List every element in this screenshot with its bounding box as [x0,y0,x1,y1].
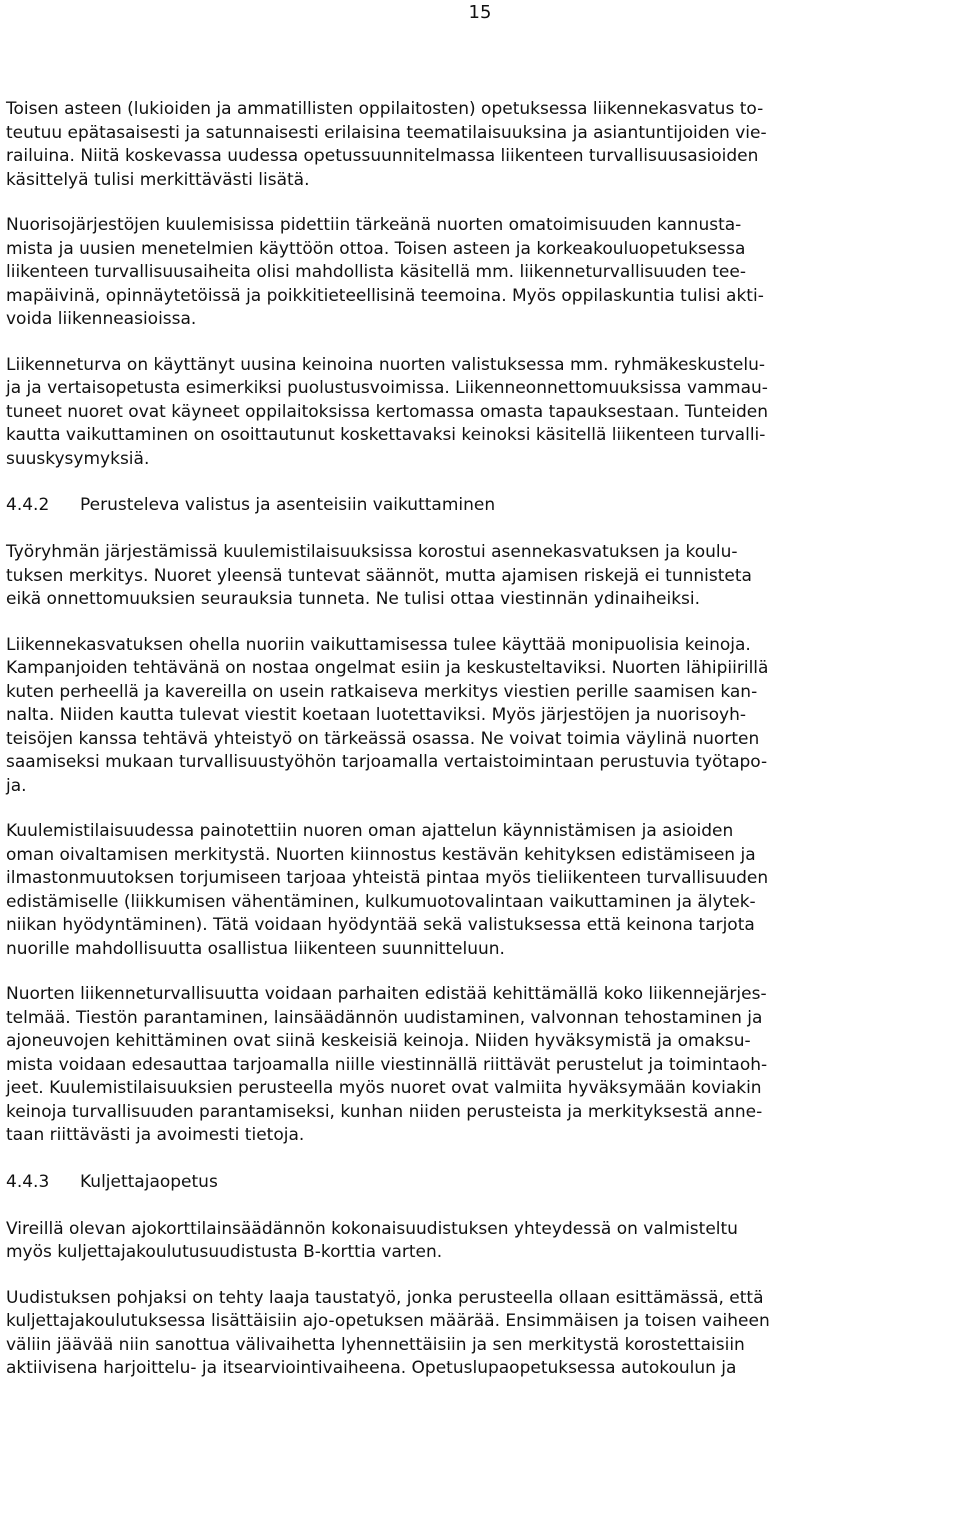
text-line: kautta vaikuttaminen on osoittautunut koskettavaksi keinoksi käsitellä liikenteen turvalli- [6,425,766,445]
text-line: nuorille mahdollisuutta osallistua liikenteen suunnitteluun. [6,938,505,959]
paragraph [6,98,950,192]
section-title: Kuljettajaopetus [80,1171,218,1192]
page-number: 15 [468,2,492,23]
text-line: keinoja turvallisuuden parantamiseksi, kunhan niiden perusteista ja merkityksestä anne- [6,1101,763,1122]
text-line: tuneet nuoret ovat käyneet oppilaitoksissa kertomassa omasta tapauksestaan. Tunteiden [6,401,769,422]
text-line: edistämiselle (liikkumisen vähentäminen, kulkumuotovalintaan vaikuttaminen ja älytek- [6,891,756,912]
text-line: mista ja uusien menetelmien käyttöön ottoa. Toisen asteen ja korkeakouluopetuksessa [6,238,746,259]
text-line: ilmastonmuutoksen torjumiseen tarjoaa yhteistä pintaa myös tieliikenteen turvallisuuden [6,868,769,888]
paragraph [6,214,950,332]
text-line: kuten perheellä ja kavereilla on usein ratkaiseva merkitys viestien perille saamisen kan- [6,681,758,702]
section-number: 4.4.2 [6,495,50,515]
document-body [6,98,950,1403]
text-line: Kampanjoiden tehtävänä on nostaa ongelmat esiin ja keskusteltaviksi. Nuorten lähipiirillä [6,658,769,678]
text-line: taan riittävästi ja avoimesti tietoja. [6,1125,305,1145]
text-line: tuksen merkitys. Nuoret yleensä tuntevat säännöt, mutta ajamisen riskejä ei tunnisteta [6,565,752,586]
text-line: oman oivaltamisen merkitystä. Nuorten kiinnostus kestävän kehityksen edistämiseen ja [6,844,756,865]
text-line: ja ja vertaisopetusta esimerkiksi puolustusvoimissa. Liikenneonnettomuuksissa vammau- [6,378,768,398]
text-line: Kuulemistilaisuudessa painotettiin nuoren oman ajattelun käynnistämisen ja asioiden [6,821,734,841]
paragraph [6,1218,950,1265]
text-line: Uudistuksen pohjaksi on tehty laaja taustatyö, jonka perusteella ollaan esittämässä, että [6,1287,764,1308]
text-line: voida liikenneasioissa. [6,309,197,329]
text-line: teutuu epätasaisesti ja satunnaisesti erilaisina teematilaisuuksina ja asiantuntijoiden vie- [6,122,767,143]
text-line: mista voidaan edesauttaa tarjoamalla niille viestinnällä riittävät perustelut ja toimintaoh- [6,1054,768,1075]
text-line: telmää. Tiestön parantaminen, lainsäädännön uudistaminen, valvonnan tehostaminen ja [6,1007,763,1028]
text-line: kuljettajakoulutuksessa lisättäisiin ajo-opetuksen määrää. Ensimmäisen ja toisen vaiheen [6,1311,770,1331]
text-line: Nuorisojärjestöjen kuulemisissa pidettiin tärkeänä nuorten omatoimisuuden kannusta- [6,215,742,235]
text-line: ja. [6,775,27,796]
text-line: mapäivinä, opinnäytetöissä ja poikkitieteellisinä teemoina. Myös oppilaskuntia tulisi akti- [6,285,764,306]
text-line: liikenteen turvallisuusaiheita olisi mahdollista käsitellä mm. liikenneturvallisuuden tee- [6,262,746,282]
section-title: Perusteleva valistus ja asenteisiin vaikuttaminen [80,495,496,515]
text-line: niikan hyödyntäminen). Tätä voidaan hyödyntää sekä valistuksessa että keinona tarjota [6,915,755,935]
text-line: Toisen asteen (lukioiden ja ammatillisten oppilaitosten) opetuksessa liikennekasvatus to- [6,99,764,119]
text-line: Liikenneturva on käyttänyt uusina keinoina nuorten valistuksessa mm. ryhmäkeskustelu- [6,354,765,375]
text-line: Vireillä olevan ajokorttilainsäädännön kokonaisuudistuksen yhteydessä on valmisteltu [6,1218,738,1239]
text-line: railuina. Niitä koskevassa uudessa opetussuunnitelmassa liikenteen turvallisuusasioiden [6,146,759,166]
text-line: nalta. Niiden kautta tulevat viestit koetaan luotettaviksi. Myös järjestöjen ja nuorisoyh- [6,705,746,725]
paragraph [6,634,950,799]
paragraph [6,983,950,1148]
text-line: väliin jäävää niin sanottua välivaihetta lyhennettäisiin ja sen merkitystä korostettaisiin [6,1334,745,1355]
text-line: käsittelyä tulisi merkittävästi lisätä. [6,169,310,190]
paragraph [6,1287,950,1381]
section-heading [6,1170,950,1194]
text-line: Nuorten liikenneturvallisuutta voidaan parhaiten edistää kehittämällä koko liikennejärjes- [6,984,767,1004]
text-line: suuskysymyksiä. [6,448,150,469]
text-line: eikä onnettomuuksien seurauksia tunneta. Ne tulisi ottaa viestinnän ydinaiheiksi. [6,589,701,609]
paragraph [6,820,950,961]
text-line: ajoneuvojen kehittäminen ovat siinä keskeisiä keinoja. Niiden hyväksymistä ja omaksu- [6,1031,751,1051]
text-line: Työryhmän järjestämissä kuulemistilaisuuksissa korostui asennekasvatuksen ja koulu- [6,542,738,562]
section-number: 4.4.3 [6,1171,50,1192]
text-line: teisöjen kanssa tehtävä yhteistyö on tärkeässä osassa. Ne voivat toimia väylinä nuorten [6,728,760,749]
text-line: myös kuljettajakoulutusuudistusta B-korttia varten. [6,1242,443,1262]
paragraph [6,354,950,472]
text-line: saamiseksi mukaan turvallisuustyöhön tarjoamalla vertaistoimintaan perustuvia työtapo- [6,752,768,772]
text-line: aktiivisena harjoittelu- ja itsearviointivaiheena. Opetuslupaopetuksessa autokoulun ja [6,1358,737,1378]
text-line: jeet. Kuulemistilaisuuksien perusteella myös nuoret ovat valmiita hyväksymään koviakin [6,1078,762,1098]
text-line: Liikennekasvatuksen ohella nuoriin vaikuttamisessa tulee käyttää monipuolisia keinoja. [6,634,751,655]
section-heading [6,493,950,517]
paragraph [6,541,950,612]
